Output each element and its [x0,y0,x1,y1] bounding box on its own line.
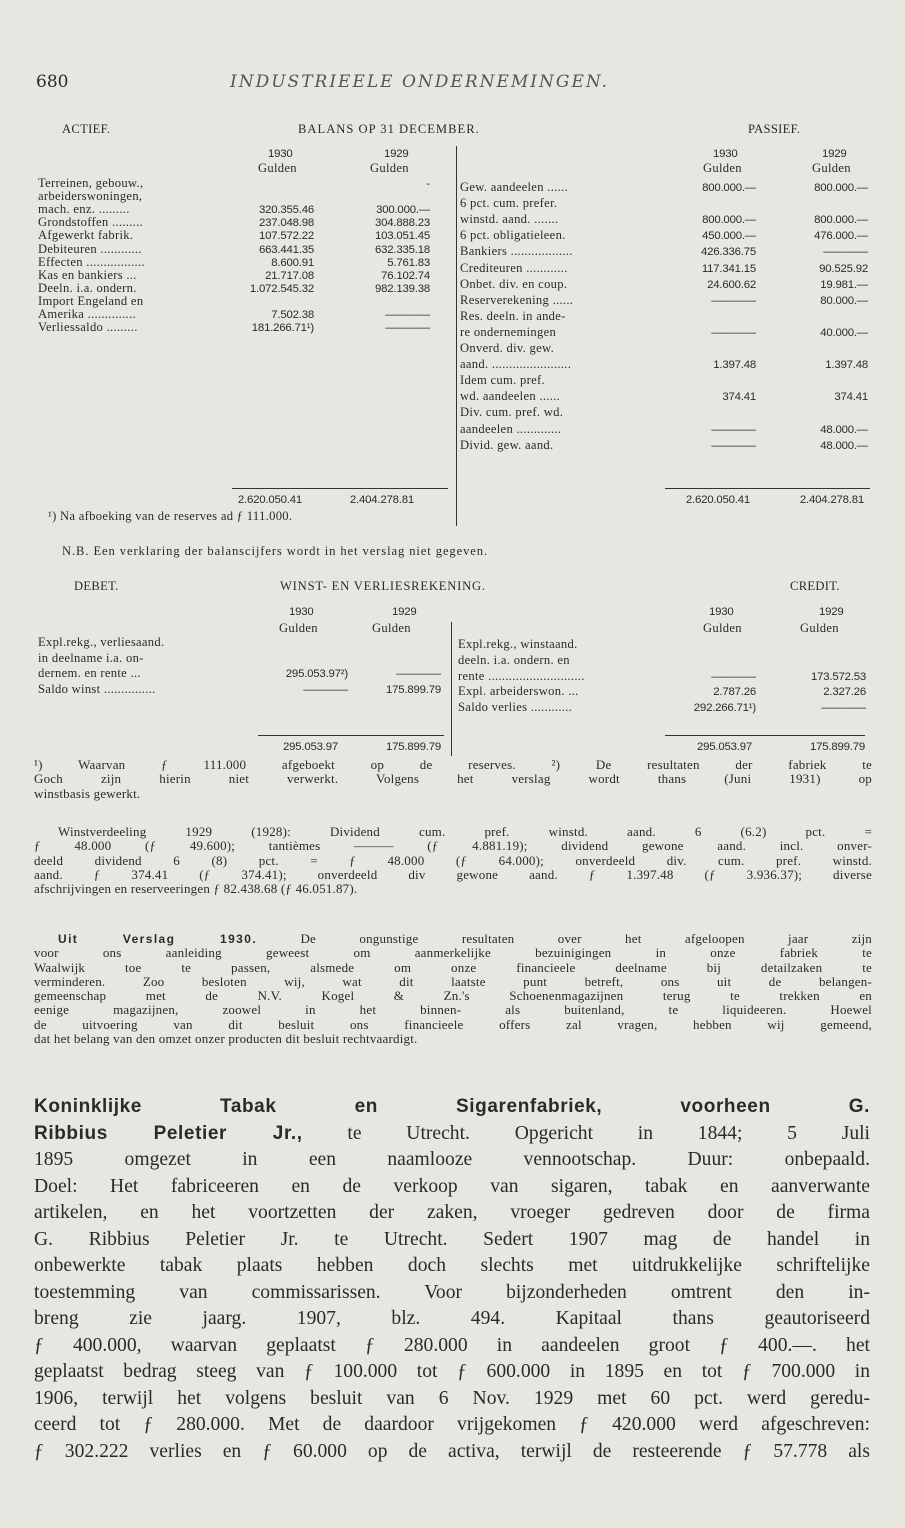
credit-row-value-1929: 2.327.26 [823,686,866,699]
actief-row-label: mach. enz. ......... [38,202,130,217]
text-line: eenige magazijnen, zoowel in het binnen- als buitenland, te liquideeren. Hoewel [34,1003,872,1018]
passief-row-label: Bankiers .................. [460,244,573,259]
w-year-1929-left: 1929 [392,606,417,618]
passief-row-label: Crediteuren ............ [460,260,568,275]
actief-row-value-1929: 103.051.45 [374,230,430,243]
debet-title: DEBET. [74,579,119,593]
text-line [34,932,872,946]
actief-row-label: Amerika .............. [38,307,136,321]
balans-title: BALANS OP 31 DECEMBER. [298,122,480,136]
debet-row-value-1929: 175.899.79 [385,683,441,696]
actief-row-value-1929: ———— [385,309,430,321]
passief-row-value-1930: 1.397.48 [713,359,756,372]
passief-row-label: Idem cum. pref. [460,373,545,388]
passief-row-value-1930: 800.000.— [702,182,756,194]
passief-row-value-1929: 80.000.— [820,294,868,307]
passief-row-label: wd. aandeelen ...... [460,389,561,404]
credit-row-value-1930: ———— [711,670,756,683]
passief-row-value-1929: ———— [823,246,868,259]
winst-total-left-1930: 295.053.97 [282,741,338,753]
passief-row-value-1929: 374.41 [834,391,868,404]
year-1930-right: 1930 [713,148,738,160]
passief-row-value-1930: 450.000.— [702,230,756,243]
passief-row-label: Onverd. div. gew. [460,341,555,355]
company-line: 1895 omgezet in een naamlooze vennootschap. Duur: onbepaald. [34,1149,870,1170]
text-line: gemeenschap met de N.V. Kogel & Zn.'s Schoenenmagazijnen terug te trekken en [34,989,872,1004]
company-line: artikelen, en het voortzetten der zaken, vroeger gedreven door de firma [34,1202,870,1223]
total-left-1930: 2.620.050.41 [237,494,302,506]
w-unit-1929-left: Gulden [372,621,411,635]
actief-row-label: Import Engeland en [38,293,144,308]
passief-row-label: 6 pct. obligatieleen. [460,228,566,243]
winst-total-right-1930: 295.053.97 [696,741,752,753]
actief-row-label: Effecten ................. [38,254,145,269]
credit-row-value-1929: ———— [821,702,866,715]
company-name-line [34,1096,870,1123]
footnote-line: Goch zijn hierin niet verwerkt. Volgens het verslag wordt thans (Juni 1931) op [34,772,872,787]
passief-row-value-1930: 426.336.75 [700,246,756,259]
passief-row-value-1929: 40.000.— [820,326,868,339]
debet-row-label: Saldo winst ............... [38,681,156,696]
company-line: ceerd tot ƒ 280.000. Met de daardoor vrijgekomen ƒ 420.000 werd afgeschreven: [34,1414,870,1435]
passief-row-label: Gew. aandeelen ...... [460,180,568,194]
actief-row-label: Afgewerkt fabrik. [38,228,134,243]
company-line: onbewerkte tabak plaats hebben doch slechts met uitdrukkelijke schriftelijke [34,1255,870,1276]
debet-row-value-1929: ———— [396,668,441,681]
w-year-1929-right: 1929 [819,606,844,618]
actief-row-label: Verliessaldo ......... [38,320,138,335]
w-year-1930-right: 1930 [709,606,734,618]
passief-row-value-1930: ———— [711,294,756,307]
company-line: ƒ 302.222 verlies en ƒ 60.000 op de activa, terwijl de resteerende ƒ 57.778 als [34,1440,870,1462]
total-rule-left [232,488,448,489]
passief-row-value-1930: 800.000.— [702,214,756,227]
passief-row-label: aand. ....................... [460,357,572,372]
credit-row-label: rente ............................ [458,668,585,683]
company-line-text: te Utrecht. Opgericht in 1844; 5 Juli [302,1122,871,1144]
company-name: Koninklijke Tabak en Sigarenfabriek, voorheen G. [34,1096,870,1117]
debet-row-label: Expl.rekg., verliesaand. [38,635,165,649]
winst-rule-right [665,735,865,736]
passief-row-label: Div. cum. pref. wd. [460,405,564,420]
passief-row-label: Res. deeln. in ande- [460,308,566,323]
credit-row-value-1930: 292.266.71¹) [693,702,756,715]
passief-row-value-1929: 800.000.— [814,182,868,194]
actief-row-value-1929: 76.102.74 [381,269,430,282]
passief-row-value-1930: ———— [711,439,756,452]
debet-row-value-1930: ———— [303,683,348,696]
passief-row-value-1929: 476.000.— [814,230,868,243]
passief-row-label: Reserverekening ...... [460,292,574,307]
actief-row-value-1930: 181.266.71¹) [251,322,314,335]
text-line: Waalwijk toe te passen, alsmede om onze financieele deelname bij detailzaken te [34,960,872,975]
actief-title: ACTIEF. [62,122,111,136]
actief-row-label: Deeln. i.a. ondern. [38,280,137,295]
winstverdeeling [34,825,872,896]
credit-row-value-1930: 2.787.26 [713,686,756,699]
company-line: toestemming van commissarissen. Voor bijzonderheden omtrent den in- [34,1281,870,1303]
text-line: Winstverdeeling 1929 (1928): Dividend cum. pref. winstd. aand. 6 (6.2) pct. = [58,825,872,839]
passief-row-value-1930: ———— [711,326,756,339]
actief-row-value-1930: 237.048.98 [258,217,314,230]
actief-row-value-1929: 5.761.83 [387,256,430,269]
company-line [34,1123,870,1150]
passief-row-value-1929: 90.525.92 [819,262,868,275]
actief-row-value-1929: 982.139.38 [374,282,430,295]
actief-row-label: Kas en bankiers ... [38,267,137,282]
passief-row-value-1929: 19.981.— [820,278,868,291]
text-line: aand. ƒ 374.41 (ƒ 374.41); onverdeeld div gewone aand. ƒ 1.397.48 (ƒ 3.936.37); diverse [34,867,872,882]
year-1929-right: 1929 [822,148,847,160]
company-line: geplaatst bedrag steeg van ƒ 100.000 tot ƒ 600.000 in 1895 en tot ƒ 700.000 in [34,1361,870,1382]
debet-row-label: in deelname i.a. on- [38,650,144,665]
text-line: de uitvoering van dit besluit ons financieele offers zal vragen, hebben wij gemeend, [34,1017,872,1032]
w-year-1930-left: 1930 [289,606,314,618]
verslag-first-line: De ongunstige resultaten over het afgeloopen jaar zijn [300,932,872,946]
nb-note: N.B. Een verklaring der balanscijfers wordt in het verslag niet gegeven. [62,544,489,558]
actief-row-value-1930: 7.502.38 [271,309,314,321]
unit-1930-left: Gulden [258,161,297,175]
footnote-line: ¹) Waarvan ƒ 111.000 afgeboekt op de reserves. ²) De resultaten der fabriek te [34,758,872,772]
passief-row-label: Onbet. div. en coup. [460,276,568,291]
text-line: verminderen. Zoo besloten wij, wat dit laatste punt betreft, ons uit de belangen- [34,974,872,989]
passief-row-label: Divid. gew. aand. [460,437,554,452]
unit-1929-right: Gulden [812,161,851,175]
passief-row-value-1929: 1.397.48 [825,359,868,372]
company-entry [34,1096,870,1467]
winst-rule-left [258,735,444,736]
w-unit-1929-right: Gulden [800,621,839,635]
unit-1930-right: Gulden [703,161,742,175]
credit-row-value-1929: 173.572.53 [810,670,866,683]
actief-row-label: Grondstoffen ......... [38,215,144,230]
passief-row-value-1930: ———— [711,423,756,436]
actief-row-value-1930: 107.572.22 [258,230,314,243]
footnote-line: winstbasis gewerkt. [34,786,141,801]
verslag-heading: Uit Verslag 1930. [58,932,258,946]
passief-row-label: aandeelen ............. [460,421,562,436]
credit-title: CREDIT. [790,579,840,593]
actief-row-label: arbeiderswoningen, [38,189,143,204]
actief-row-value-1930: 320.355.46 [258,204,314,217]
balans-divider [456,146,457,526]
w-unit-1930-right: Gulden [703,621,742,635]
company-line: 1906, terwijl het volgens besluit van 6 Nov. 1929 met 60 pct. werd geredu- [34,1387,870,1409]
company-line: ƒ 400.000, waarvan geplaatst ƒ 280.000 in aandeelen groot ƒ 400.—. het [34,1334,870,1356]
page-number: 680 [36,72,69,92]
actief-row-value-1929: ———— [385,322,430,335]
winst-total-left-1929: 175.899.79 [385,741,441,753]
balans-footnote: ¹) Na afboeking van de reserves ad ƒ 111.000. [48,509,293,523]
passief-row-label: 6 pct. cum. prefer. [460,196,558,211]
year-1929-left: 1929 [384,148,409,160]
passief-row-value-1930: 374.41 [722,391,756,404]
passief-row-value-1929: 800.000.— [814,214,868,227]
passief-row-label: winstd. aand. ....... [460,212,559,227]
unit-1929-left: Gulden [370,161,409,175]
passief-row-value-1930: 117.341.15 [701,262,756,275]
actief-row-value-1929: 304.888.23 [374,217,430,230]
total-right-1929: 2.404.278.81 [799,494,864,506]
text-line: ƒ 48.000 (ƒ 49.600); tantièmes ——— (ƒ 4.881.19); dividend gewone aand. incl. onver- [34,839,872,854]
company-line: G. Ribbius Peletier Jr. te Utrecht. Sedert 1907 mag de handel in [34,1228,870,1250]
passief-title: PASSIEF. [748,122,801,136]
winst-footnote [34,758,872,801]
company-line: breng zie jaarg. 1907, blz. 494. Kapitaal thans geautoriseerd [34,1308,870,1329]
actief-row-value-1930: 663.441.35 [258,243,314,256]
debet-row-label: dernem. en rente ... [38,666,141,681]
credit-row-label: Expl.rekg., winstaand. [458,637,578,651]
debet-row-value-1930: 295.053.97²) [285,668,348,681]
actief-row-value-1930: 21.717.08 [265,269,314,282]
winst-divider [451,622,452,756]
actief-row-label: Debiteuren ............ [38,241,142,256]
actief-row-label: Terreinen, gebouw., [38,176,144,190]
actief-row-value-1930: 8.600.91 [271,256,314,269]
text-line: dat het belang van den omzet onzer producten dit besluit rechtvaardigt. [34,1032,418,1047]
credit-row-label: Expl. arbeiderswon. ... [458,684,579,699]
total-rule-right [665,488,870,489]
winst-total-right-1929: 175.899.79 [809,741,865,753]
actief-row-value-1929: - [426,178,430,190]
passief-row-value-1929: 48.000.— [820,439,868,452]
winst-title: WINST- EN VERLIESREKENING. [280,579,486,593]
actief-row-value-1930: 1.072.545.32 [249,282,314,295]
company-line: Doel: Het fabriceeren en de verkoop van sigaren, tabak en aanverwante [34,1175,870,1197]
total-left-1929: 2.404.278.81 [349,494,414,506]
text-line: voor ons aanleiding geweest om aanmerkelijke bezuinigingen in onze fabriek te [34,946,872,961]
running-title: INDUSTRIEELE ONDERNEMINGEN. [230,72,610,92]
credit-row-label: Saldo verlies ............ [458,700,573,715]
text-line: deeld dividend 6 (8) pct. = ƒ 48.000 (ƒ 64.000); onverdeeld div. cum. pref. winstd. [34,853,872,868]
actief-row-value-1929: 632.335.18 [374,243,430,256]
text-line: afschrijvingen en reserveeringen ƒ 82.438.68 (ƒ 46.051.87). [34,882,358,897]
passief-row-label: re ondernemingen [460,324,557,339]
verslag [34,932,872,1046]
actief-row-value-1929: 300.000.— [376,204,430,217]
passief-row-value-1930: 24.600.62 [707,278,756,291]
total-right-1930: 2.620.050.41 [685,494,750,506]
w-unit-1930-left: Gulden [279,621,318,635]
company-name-2: Ribbius Peletier Jr., [34,1122,303,1144]
passief-row-value-1929: 48.000.— [820,423,868,436]
year-1930-left: 1930 [268,148,293,160]
credit-row-label: deeln. i.a. ondern. en [458,652,570,667]
